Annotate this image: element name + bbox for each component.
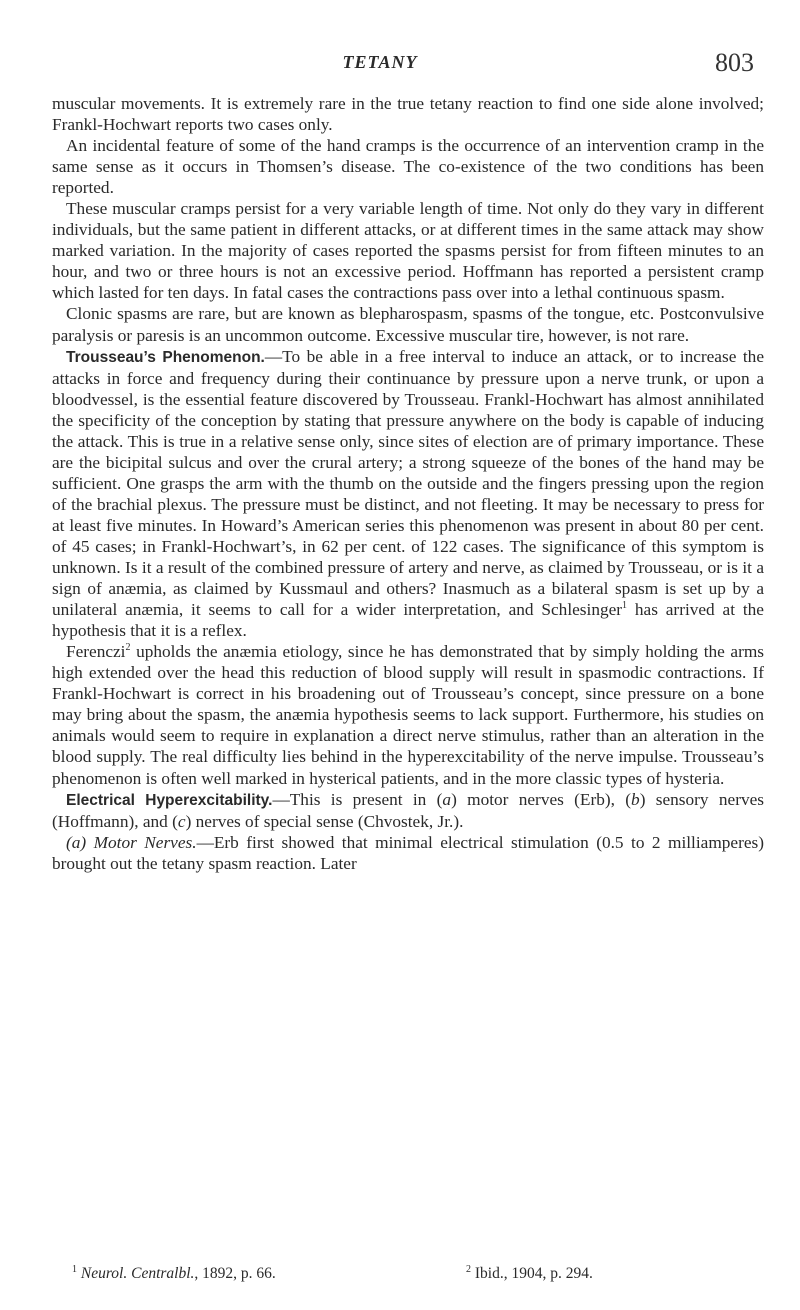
paragraph-1-text: muscular movements. It is extremely rare in the true tetany reaction to find one side alone involved; Frankl-Hochwart reports two cases only. bbox=[52, 94, 764, 135]
letter-c: c bbox=[177, 811, 186, 831]
electrical-text-b: ) motor nerves (Erb), ( bbox=[451, 789, 632, 809]
letter-a: a bbox=[442, 789, 452, 809]
page-number: 803 bbox=[715, 48, 754, 77]
paragraph-ferenczi bbox=[52, 641, 764, 788]
electrical-text-c: ) sensory nerves (Hoffmann), and ( bbox=[52, 789, 764, 831]
footnote-2 bbox=[466, 1265, 593, 1283]
electrical-text-d: ) nerves of special sense (Chvostek, Jr.). bbox=[185, 811, 464, 831]
paragraph-motor-nerves-text: —Erb first showed that minimal electrical stimulation (0.5 to 2 milliamperes) brought out the tetany spasm reaction. Later bbox=[52, 832, 764, 873]
paragraph-3 bbox=[52, 198, 764, 303]
paragraph-4 bbox=[52, 303, 764, 345]
footnote-1-mark: 1 bbox=[72, 1263, 77, 1275]
ferenczi-name: Ferenczi bbox=[66, 642, 126, 662]
page-header bbox=[0, 48, 800, 78]
paragraph-ferenczi-text: upholds the anæmia etiology, since he has demonstrated that by simply holding the arms high extended over the head this reduction of blood supply will result in spasmodic contractions. If Frankl-Hochwart is correct in his broadening out of Trousseau’s concept, since pressure on a bone may bring about the spasm, the anæmia hypothesis seems to lack support. Furthermore, his studies on animals would seem to require in explanation a direct nerve stimulus, rather than an alteration in the blood supply. The real difficulty lies behind in the hyperexcitability of the nerve impulse. Trousseau’s phenomenon is often well marked in hysterical patients, and in the more classic types of hysteria. bbox=[52, 642, 764, 788]
paragraph-motor-nerves bbox=[52, 832, 764, 874]
section-heading-trousseau: Trousseau’s Phenomenon. bbox=[66, 348, 265, 366]
paragraph-4-text: Clonic spasms are rare, but are known as blepharospasm, spasms of the tongue, etc. Postconvulsive paralysis or paresis is an uncommon outcome. Excessive muscular tire, however, is not rare. bbox=[52, 304, 764, 345]
electrical-text-a: —This is present in ( bbox=[272, 789, 443, 809]
paragraph-3-text: These muscular cramps persist for a very variable length of time. Not only do they vary in different individuals, but the same patient in different attacks, or at different times in the same attack may show marked variation. In the majority of cases reported the spasms persist for from fifteen minutes to an hour, and two or three hours is not an excessive period. Hoffmann has reported a persistent cramp which lasted for ten days. In fatal cases the contractions pass over into a lethal continuous spasm. bbox=[52, 199, 764, 303]
footnote-1-source: Neurol. Centralbl. bbox=[80, 1265, 195, 1282]
paragraph-trousseau bbox=[52, 346, 764, 642]
footnote-ref-2: 2 bbox=[125, 642, 131, 654]
paragraph-trousseau-text: —To be able in a free interval to induce an attack, or to increase the attacks in force and frequency during their continuance by pressure upon a nerve trunk, or upon a bloodvessel, is the essential feature discovered by Trousseau. Frankl-Hochwart has almost annihilated the specificity of the conception by stating that pressure anywhere on the body is capable of inducing the attack. This is true in a relative sense only, since sites of election are of primary importance. These are the bicipital sulcus and over the crural artery; a strong squeeze of the bones of the hand may be sufficient. One grasps the arm with the thumb on the outside and the fingers pressing upon the region of the brachial plexus. The pressure must be distinct, and not fleeting. It may be necessary to press for at least five minutes. In Howard’s American series this phenomenon was present in about 80 per cent. of 45 cases; in Frankl-Hochwart’s, in 62 per cent. of 122 cases. The significance of this symptom is unknown. Is it a result of the combined pressure of artery and nerve, as claimed by Trousseau, or is it a sign of anæmia, as claimed by Kussmaul and others? Inasmuch as a bilateral spasm is set up by a unilateral anæmia, it seems to call for a wider interpretation, and Schlesinger bbox=[52, 346, 764, 620]
running-title: TETANY bbox=[342, 52, 418, 72]
footnote-2-text: Ibid., 1904, p. 294. bbox=[474, 1265, 593, 1282]
subheading-motor-nerves: (a) Motor Nerves. bbox=[66, 832, 197, 852]
paragraph-electrical bbox=[52, 789, 764, 832]
letter-b: b bbox=[631, 789, 640, 809]
paragraph-2-text: An incidental feature of some of the hand cramps is the occurrence of an intervention cramp in the same sense as it occurs in Thomsen’s disease. The co-existence of the two conditions has been reported. bbox=[52, 136, 764, 198]
paragraph-trousseau-tail: has arrived at the hypothesis that it is a reflex. bbox=[52, 600, 764, 641]
body-text bbox=[52, 93, 764, 874]
footnote-1 bbox=[72, 1265, 276, 1283]
footnote-1-text: , 1892, p. 66. bbox=[194, 1265, 276, 1282]
footnote-ref-1: 1 bbox=[622, 600, 628, 612]
paragraph-2 bbox=[52, 135, 764, 198]
paragraph-1 bbox=[52, 93, 764, 135]
section-heading-electrical: Electrical Hyperexcitability. bbox=[66, 791, 273, 809]
footnote-2-mark: 2 bbox=[466, 1263, 471, 1275]
